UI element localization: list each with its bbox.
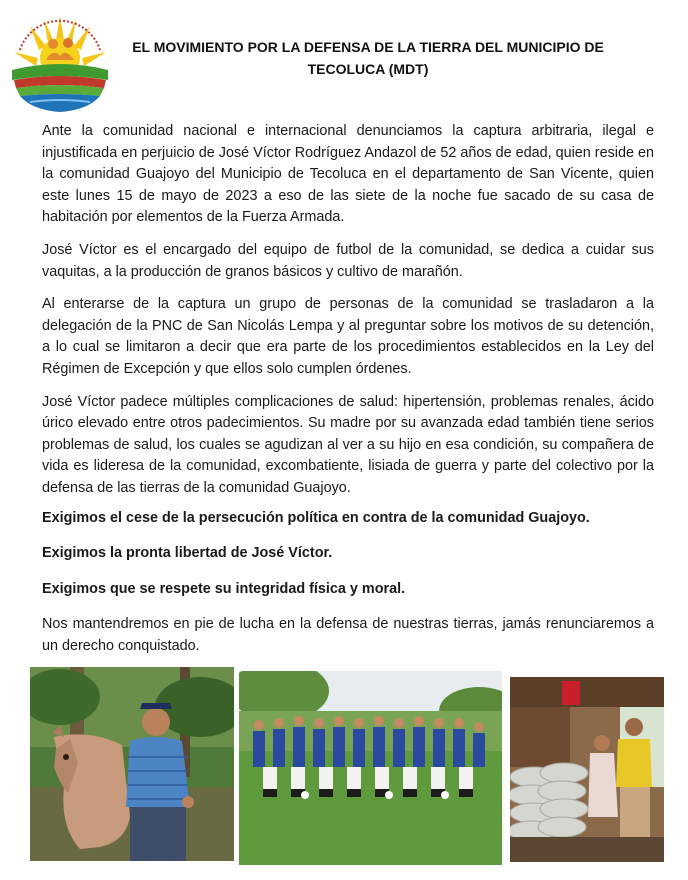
demand-statement: Exigimos que se respete su integridad física y moral. bbox=[42, 580, 406, 597]
football-team-photo bbox=[239, 671, 502, 865]
paragraph: José Víctor es el encargado del equipo de futbol de la comunidad, se dedica a cuidar sus vaquitas, a la producción de granos básicos y cultivo de marañón. bbox=[42, 241, 654, 280]
grain-sacks-photo bbox=[510, 677, 664, 862]
mdt-logo-icon bbox=[8, 10, 112, 116]
closing-paragraph: Nos mantendremos en pie de lucha en la defensa de nuestras tierras, jamás renunciaremos a un derecho conquistado. bbox=[42, 616, 654, 654]
title-line-1: EL MOVIMIENTO POR LA DEFENSA DE LA TIERRA DEL MUNICIPIO DE bbox=[132, 39, 604, 55]
man-with-cow-photo bbox=[30, 667, 234, 861]
title-line-2: TECOLUCA (MDT) bbox=[307, 61, 429, 77]
paragraph: Al enterarse de la captura un grupo de personas de la comunidad se trasladaron a la delegación de la PNC de San Nicolás Lempa y al preguntar sobre los motivos de su detención, a lo cual se limitaron a decir que era parte de los procedimientos establecidos en la Ley del Régimen de Excepción y que ellos solo cumplen órdenes. bbox=[42, 296, 654, 377]
document-title bbox=[118, 36, 618, 80]
demand-statement: Exigimos el cese de la persecución política en contra de la comunidad Guajoyo. bbox=[42, 509, 590, 526]
document-body bbox=[42, 121, 654, 668]
paragraph: Ante la comunidad nacional e internacional denunciamos la captura arbitraria, ilegal e injustificada en perjuicio de José Víctor Rodríguez Andazol de 52 años de edad, quien reside en la comunidad Guajoyo del Municipio de Tecoluca en el departamento de San Vicente, quien este lunes 15 de mayo de 2023 a eso de las siete de la noche fue sacado de su casa de habitación por elementos de la Fuerza Armada. bbox=[42, 123, 655, 226]
paragraph: José Víctor padece múltiples complicaciones de salud: hipertensión, problemas renales, ácido úrico elevado entre otros padecimientos. Su madre por su avanzada edad también tiene serios problemas de salud, los cuales se agudizan al ver a su hijo en esa condición, su compañera de vida es lideresa de la comunidad, excombatiente, lisiada de guerra y parte del colectivo por la defensa de las tierras de la comunidad Guajoyo. bbox=[42, 393, 654, 496]
demand-statement: Exigimos la pronta libertad de José Víctor. bbox=[42, 545, 333, 562]
